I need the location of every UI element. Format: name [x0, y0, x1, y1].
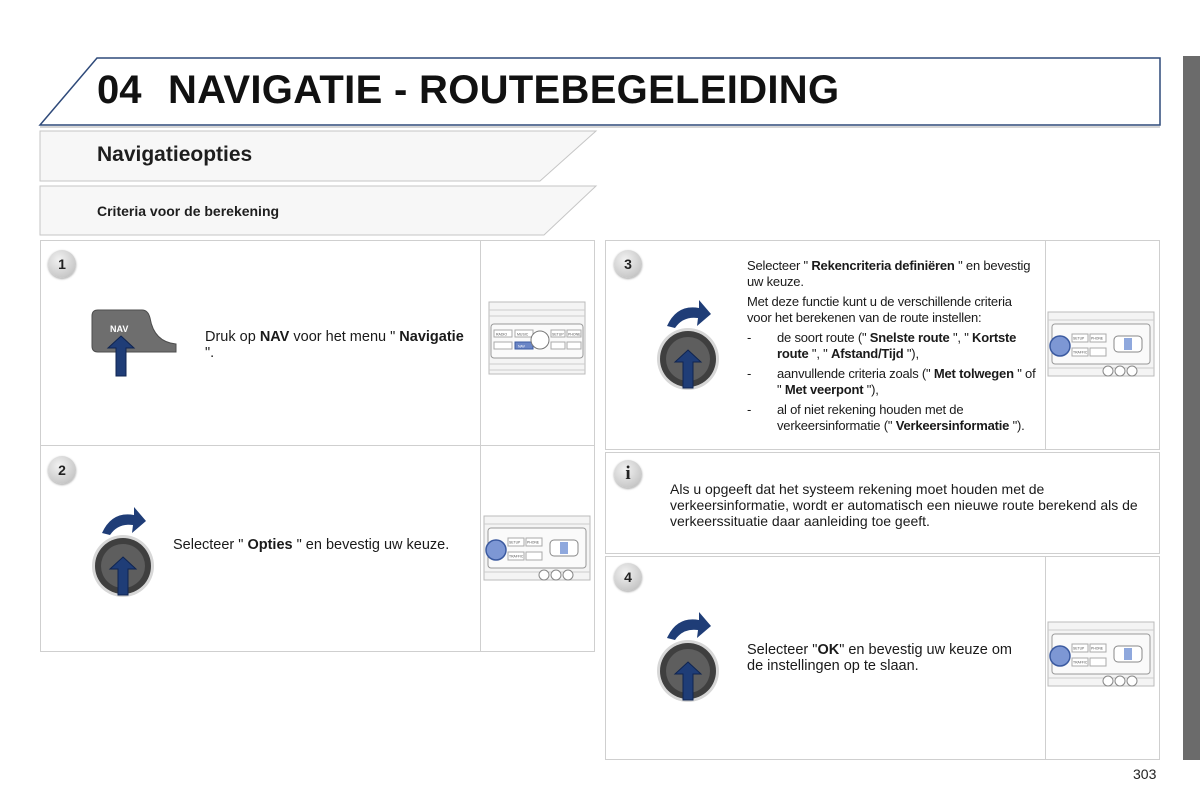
info-text: Als u opgeeft dat het systeem rekening moet houden met de verkeersinformatie, wordt er automatisch een nieuwe route berekend als de verkeerssituatie daar aanleiding toe geeft. [670, 481, 1138, 529]
step-badge: 2 [48, 456, 76, 484]
chapter-title: NAVIGATIE - ROUTEBEGELEIDING [168, 68, 840, 112]
radio-device-illustration [487, 298, 587, 378]
svg-text:SETUP: SETUP [1073, 336, 1085, 341]
page-number: 303 [1133, 766, 1157, 782]
radio-device-illustration [1046, 308, 1156, 380]
rotary-knob-turn-press-icon [653, 608, 723, 708]
step-separator [40, 445, 595, 446]
svg-text:PHONE: PHONE [1091, 336, 1104, 341]
radio-device-illustration [1046, 618, 1156, 690]
radio-device-illustration [482, 512, 592, 584]
svg-text:PHONE: PHONE [568, 332, 581, 337]
step3-text [747, 258, 1037, 438]
svg-text:RADIO: RADIO [496, 332, 508, 337]
rotary-knob-turn-press-icon [88, 503, 158, 603]
list-item: - de soort route (" Snelste route ", " Kortste route ", " Afstand/Tijd "), [747, 330, 1017, 361]
list-item: - al of niet rekening houden met de verkeersinformatie (" Verkeersinformatie "). [747, 402, 1025, 433]
list-item: - aanvullende criteria zoals (" Met tolwegen " of " Met veerpont "), [747, 366, 1036, 397]
svg-text:PHONE: PHONE [1091, 646, 1104, 651]
svg-text:MUSIC: MUSIC [517, 332, 529, 337]
svg-text:TRAFFIC: TRAFFIC [1073, 660, 1088, 665]
subsection-title: Criteria voor de berekening [97, 203, 280, 219]
svg-text:TRAFFIC: TRAFFIC [509, 554, 524, 559]
step2-text: Selecteer " Opties " en bevestig uw keuze. [173, 537, 450, 553]
step3-intro: Selecteer " Rekencriteria definiëren " en bevestig uw keuze. [747, 258, 1031, 289]
svg-text:SETUP: SETUP [552, 332, 564, 337]
step-badge: 4 [614, 563, 642, 591]
panel-divider [480, 240, 481, 652]
step4-text: Selecteer "OK" en bevestig uw keuze om de instellingen op te slaan. [747, 642, 1012, 674]
svg-text:NAV: NAV [518, 344, 525, 349]
step1-text: Druk op NAV voor het menu " Navigatie ". [205, 329, 464, 361]
nav-key-label: NAV [110, 324, 129, 334]
svg-text:SETUP: SETUP [1073, 646, 1085, 651]
chapter-number: 04 [97, 68, 142, 112]
step-badge: 3 [614, 250, 642, 278]
svg-text:PHONE: PHONE [527, 540, 540, 545]
nav-button-press-icon [90, 300, 185, 380]
info-icon: i [614, 460, 642, 488]
step3-paragraph: Met deze functie kunt u de verschillende criteria voor het berekenen van de route instellen: [747, 294, 1012, 325]
svg-text:SETUP: SETUP [509, 540, 521, 545]
svg-text:TRAFFIC: TRAFFIC [1073, 350, 1088, 355]
chapter-tab-bar [1183, 56, 1200, 760]
section-title: Navigatieopties [97, 143, 253, 166]
step-badge: 1 [48, 250, 76, 278]
rotary-knob-turn-press-icon [653, 296, 723, 396]
